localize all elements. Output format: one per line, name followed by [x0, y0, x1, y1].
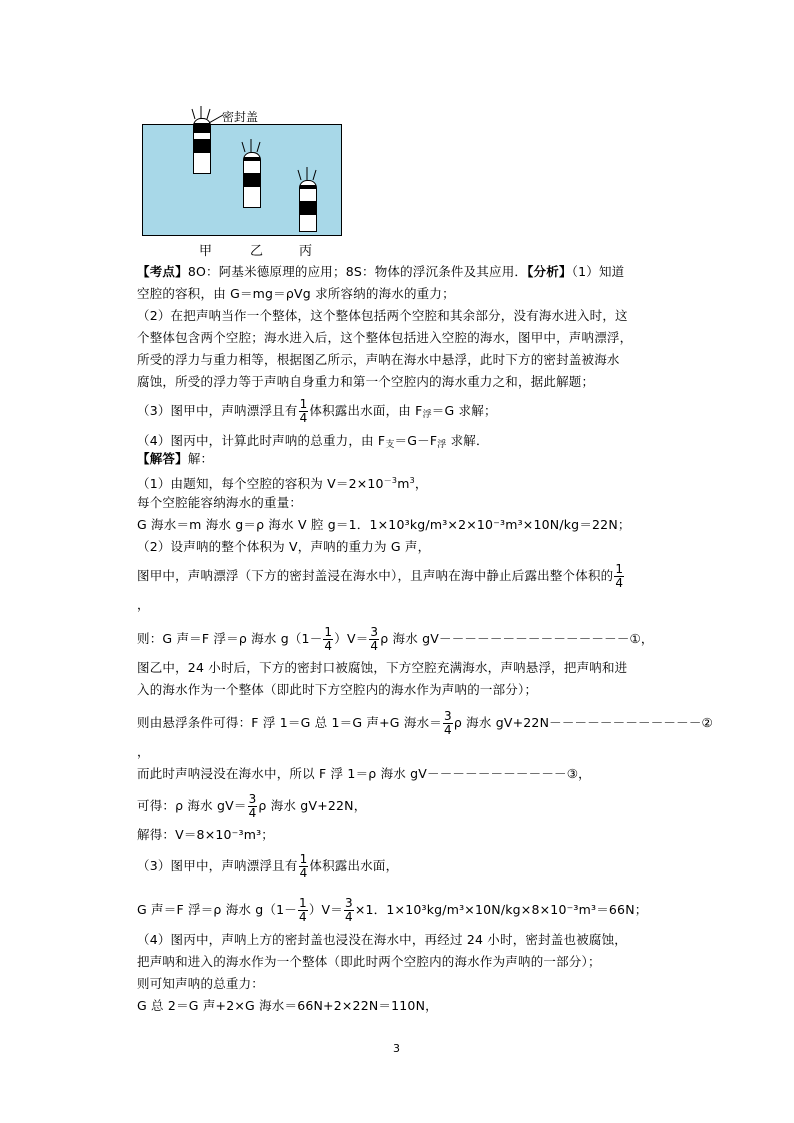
label-yi: 乙 — [250, 244, 264, 259]
analysis-line-8: （4）图丙中，计算此时声呐的总重力，由 $F_支=G-F_浮$ 求解． — [137, 433, 489, 450]
label-jia: 甲 — [199, 244, 213, 259]
analysis-line-5: 所受的浮力与重力相等，根据图乙所示，声呐在海水中悬浮，此时下方的密封盖被海水 — [137, 352, 620, 367]
page-number: 3 — [393, 1042, 400, 1055]
analysis-line-7: （3）图甲中，声呐漂浮且有 $\frac{1}{4}$ 体积露出水面，由 $F_浮=G$ 求解； — [137, 397, 497, 425]
solution-line-8: 入的海水作为一个整体（即此时下方空腔内的海水作为声呐的一部分）； — [137, 682, 538, 697]
buoy-yi — [243, 152, 261, 208]
analysis-line-4: 个整体包含两个空腔；海水进入后，这个整体包括进入空腔的海水，图甲中，声呐漂浮， — [137, 330, 633, 345]
solution-line-14: 把声呐和进入的海水作为一个整体（即此时两个空腔内的海水作为声呐的一部分）； — [137, 954, 601, 969]
analysis-line-3: （2）在把声呐当作一个整体，这个整体包括两个空腔和其余部分，没有海水进入时，这 — [137, 308, 628, 323]
solution-line-4: （2）设声呐的整个体积为 V，声呐的重力为 G 声， — [137, 539, 431, 554]
equation-1: 则：G 声＝F 浮＝ρ 海水 g（1－ $\frac{1}{4}$ ）V＝ $\frac{3}{4}$ ρ 海水 gV－－－－－－－－－－－－－－－①， — [137, 625, 654, 653]
cap-label: 密封盖 — [222, 110, 259, 124]
solution-line-5: 图甲中，声呐漂浮（下方的密封盖浸在海水中），且声呐在海中静止后露出整个体积的 $\frac{1}{4}$ — [137, 562, 624, 590]
equation-4: G 声＝F 浮＝ρ 海水 g（1－ $\frac{1}{4}$ ）V＝ $\frac{3}{4}$ ×1．1×10³kg/m³×10N/kg×8×10⁻³m³＝66N； — [137, 896, 648, 924]
solution-line-13: （4）图丙中，声呐上方的密封盖也浸没在海水中，再经过 24 小时，密封盖也被腐蚀， — [137, 932, 628, 947]
solution-line-2: 每个空腔能容纳海水的重量： — [137, 495, 303, 510]
solution-line-12: （3）图甲中，声呐漂浮且有 $\frac{1}{4}$ 体积露出水面， — [137, 852, 399, 880]
solution-line-9: ， — [137, 744, 150, 759]
buoy-bing — [299, 180, 317, 232]
solution-line-15: 则可知声呐的总重力： — [137, 976, 265, 991]
solution-line-11: 解得：V＝8×10⁻³m³； — [137, 827, 274, 842]
analysis-line-1: 【考点】8O：阿基米德原理的应用；8S：物体的浮沉条件及其应用．【分析】（1）知道 — [137, 264, 625, 279]
solution-line-3: G 海水＝m 海水 g＝ρ 海水 V 腔 g＝1．1×10³kg/m³×2×10⁻³m³×10N/kg＝22N； — [137, 517, 631, 532]
solution-line-16: G 总 2＝G 声+2×G 海水＝66N+2×22N＝110N， — [137, 998, 438, 1013]
solution-line-10: 可得：ρ 海水 gV＝ $\frac{3}{4}$ ρ 海水 gV+22N， — [137, 792, 367, 820]
buoy-jia — [193, 118, 211, 174]
label-bing: 丙 — [299, 244, 313, 259]
solution-line-7: 图乙中，24 小时后，下方的密封口被腐蚀，下方空腔充满海水，声呐悬浮，把声呐和进 — [137, 660, 628, 675]
solution-line-6: ， — [137, 597, 150, 612]
equation-2: 则由悬浮条件可得：F 浮 1＝G 总 1＝G 声+G 海水＝ $\frac{3}{4}$ ρ 海水 gV+22N－－－－－－－－－－－－② — [137, 709, 713, 737]
analysis-line-6: 腐蚀，所受的浮力等于声呐自身重力和第一个空腔内的海水重力之和，据此解题； — [137, 374, 595, 389]
solution-line-1: （1）由题知，每个空腔的容积为 $V=2\times 10^{-3}m^3$， — [137, 476, 428, 491]
equation-3: 而此时声呐浸没在海水中，所以 F 浮 1＝ρ 海水 gV－－－－－－－－－－－③， — [137, 766, 591, 781]
analysis-line-2: 空腔的容积，由 G＝mg＝ρVg 求所容纳的海水的重力； — [137, 286, 455, 301]
solution-heading: 【解答】解： — [137, 451, 214, 466]
